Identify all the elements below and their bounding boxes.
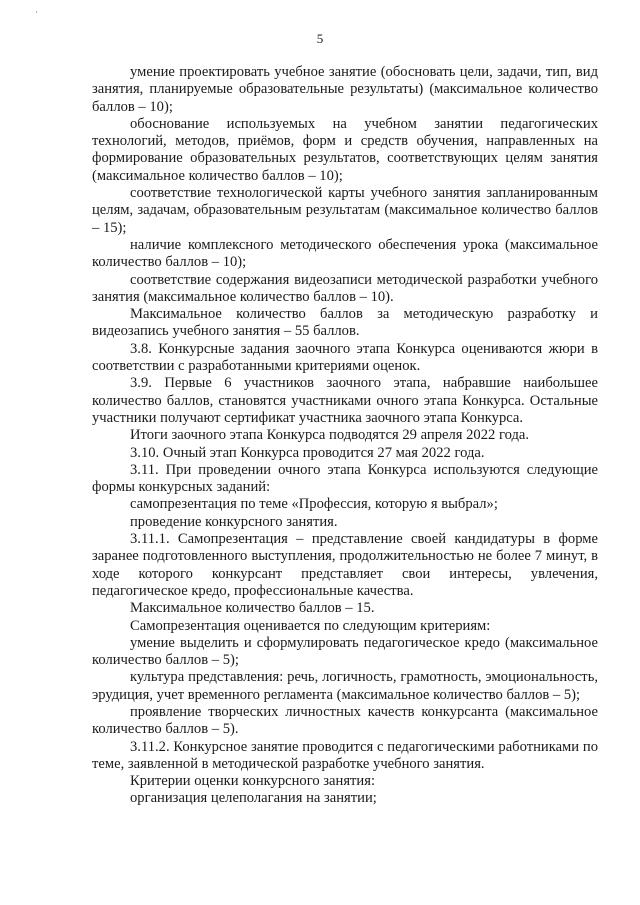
paragraph: проявление творческих личностных качеств конкурсанта (максимальное количество баллов – 5). <box>92 703 598 738</box>
paragraph: культура представления: речь, логичность, грамотность, эмоциональность, эрудиция, учет временного регламента (максимальное количество баллов – 5); <box>92 669 598 703</box>
paragraph: 3.11.1. Самопрезентация – представление своей кандидатуры в форме заранее подготовленного выступления, продолжительностью не более 7 минут, в ходе которого конкурсант представляет свои интересы, увлечения, педагогическое кредо, профессиональные качества. <box>92 531 598 599</box>
paragraph: 3.11. При проведении очного этапа Конкурса используются следующие формы конкурсных заданий: <box>92 461 598 496</box>
paragraph: Максимальное количество баллов – 15. <box>130 600 375 617</box>
paragraph: соответствие технологической карты учебного занятия запланированным целям, задачам, образовательным результатам (максимальное количество баллов – 15); <box>92 185 598 236</box>
paragraph: 3.9. Первые 6 участников заочного этапа, набравшие наибольшее количество баллов, становятся участниками очного этапа Конкурса. Остальные участники получают сертификат участника заочного этапа Конкурса. <box>92 375 598 426</box>
paragraph: наличие комплексного методического обеспечения урока (максимальное количество баллов – 10); <box>92 236 598 271</box>
paragraph: Критерии оценки конкурсного занятия: <box>130 773 376 790</box>
paragraph: соответствие содержания видеозаписи методической разработки учебного занятия (максимальное количество баллов – 10). <box>92 271 598 305</box>
scan-speck: · <box>35 7 38 17</box>
document-body <box>92 64 598 808</box>
paragraph: проведение конкурсного занятия. <box>130 513 338 530</box>
paragraph: самопрезентация по теме «Профессия, которую я выбрал»; <box>130 496 498 513</box>
paragraph: Максимальное количество баллов за методическую разработку и видеозапись учебного занятия – 55 баллов. <box>92 306 598 340</box>
paragraph: Самопрезентация оценивается по следующим критериям: <box>130 617 491 634</box>
paragraph: умение проектировать учебное занятие (обосновать цели, задачи, тип, вид занятия, планируемые образовательные результаты) (максимальное количество баллов – 10); <box>92 64 598 115</box>
paragraph: организация целеполагания на занятии; <box>130 790 377 807</box>
paragraph: 3.11.2. Конкурсное занятие проводится с педагогическими работниками по теме, заявленной в методической разработке учебного занятия. <box>92 738 598 772</box>
page-number: 5 <box>316 31 324 46</box>
paragraph: 3.10. Очный этап Конкурса проводится 27 мая 2022 года. <box>130 444 485 461</box>
paragraph: Итоги заочного этапа Конкурса подводятся 29 апреля 2022 года. <box>130 427 530 444</box>
paragraph: обоснование используемых на учебном занятии педагогических технологий, методов, приёмов, форм и средств обучения, направленных на формирование образовательных результатов, соответствующих целям занятия (максимальное количество баллов – 10); <box>92 115 598 184</box>
paragraph: умение выделить и сформулировать педагогическое кредо (максимальное количество баллов – 5); <box>92 634 598 669</box>
paragraph: 3.8. Конкурсные задания заочного этапа Конкурса оцениваются жюри в соответствии с разработанными критериями оценок. <box>92 340 598 375</box>
